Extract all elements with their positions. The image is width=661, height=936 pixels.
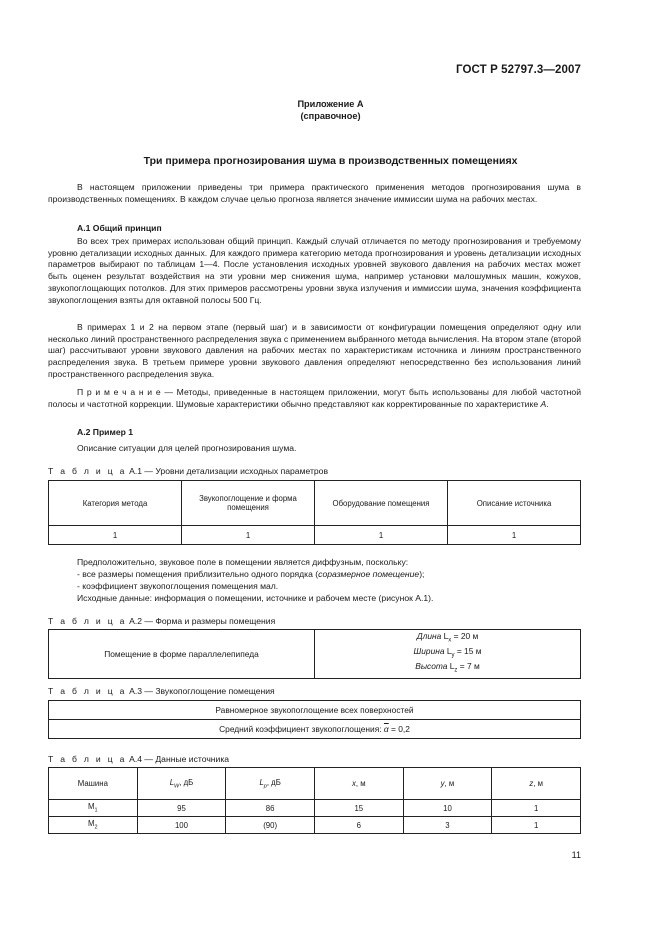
table-header-cell: x, м — [314, 768, 403, 800]
note-label: П р и м е ч а н и е — [77, 387, 161, 397]
room-length: Длина $L_x = 20$ м — [416, 631, 479, 644]
intro-paragraph: В настоящем приложении приведены три примера практического применения методов прогнозирования шума в производственных помещениях. В каждом случае целью прогноза является значение иммиссии шума на рабочих местах. — [48, 182, 581, 204]
table-header-cell: Машина — [49, 768, 138, 800]
table-a3-caption: Т а б л и ц а А.3 — Звукопоглощение помещения — [48, 686, 275, 696]
table-header-cell: Описание источника — [448, 481, 581, 526]
table-header-cell: $L_p$, дБ — [226, 768, 315, 800]
table-a4 — [48, 767, 581, 834]
mean-absorption-coefficient: Средний коэффициент звукопоглощения: $\overline{\alpha} = 0,2$ — [49, 720, 581, 739]
table-cell: 1 — [492, 817, 581, 834]
room-width: Ширина $L_y = 15$ м — [413, 646, 482, 659]
table-header-cell: Оборудование помещения — [315, 481, 448, 526]
section-a2-heading: А.2 Пример 1 — [77, 427, 134, 437]
table-cell: 1 — [315, 526, 448, 545]
table-cell: 10 — [403, 800, 492, 817]
table-a1-caption: Т а б л и ц а А.1 — Уровни детализации исходных параметров — [48, 466, 329, 476]
table-cell: 95 — [137, 800, 226, 817]
table-a1 — [48, 480, 581, 545]
table-header-cell: Звукопоглощение и форма помещения — [182, 481, 315, 526]
table-cell: 6 — [314, 817, 403, 834]
table-cell: 100 — [137, 817, 226, 834]
page-number: 11 — [571, 850, 581, 860]
section-a1-heading: А.1 Общий принцип — [77, 223, 162, 233]
table-cell: $M_2$ — [49, 817, 138, 834]
table-cell: 1 — [182, 526, 315, 545]
table-cell: $M_1$ — [49, 800, 138, 817]
table-a2-caption: Т а б л и ц а А.2 — Форма и размеры помещения — [48, 616, 276, 626]
assumption-lead: Предположительно, звуковое поле в помещении является диффузным, поскольку: — [77, 557, 409, 567]
main-title: Три примера прогнозирования шума в производственных помещениях — [143, 155, 518, 167]
source-data-line: Исходные данные: информация о помещении, источнике и рабочем месте (рисунок А.1). — [77, 593, 434, 603]
table-cell: 15 — [314, 800, 403, 817]
table-row — [49, 800, 581, 817]
note-text: — Методы, приведенные в настоящем приложении, могут быть использованы для любой частотной полосы и частотной коррекции. Шумовые характеристики обычно представляют как корректированные по характеристике — [48, 387, 582, 409]
table-cell: 3 — [403, 817, 492, 834]
document-code: ГОСТ Р 52797.3—2007 — [456, 64, 581, 76]
room-height: Высота $L_z = 7$ м — [415, 661, 480, 675]
table-a3 — [48, 700, 581, 739]
table-row — [49, 817, 581, 834]
table-cell: 1 — [448, 526, 581, 545]
assumption-item-1: - все размеры помещения приблизительно одного порядка (соразмерное помещение); — [77, 569, 425, 579]
room-shape-cell: Помещение в форме параллелепипеда — [49, 630, 315, 679]
table-header-cell: z, м — [492, 768, 581, 800]
section-a1-paragraph-2: В примерах 1 и 2 на первом этапе (первый шаг) и в зависимости от конфигурации помещения определяют одну или несколько линий пространственного распределения звука с применением выбранного метода вычисления. На втором этапе (второй шаг) рассчитывают уровни звукового давления на рабочих местах по характеристикам источника и линиям пространственного распределения звука. В третьем примере уровни звукового давления определяют непосредственно без использования линий пространственного распределения звука. — [48, 322, 581, 379]
room-dimensions-cell — [315, 630, 581, 679]
assumption-item-2: - коэффициент звукопоглощения помещения мал. — [77, 581, 279, 591]
table-cell: 1 — [492, 800, 581, 817]
table-cell: 86 — [226, 800, 315, 817]
table-cell: 1 — [49, 526, 182, 545]
annex-subtitle: (справочное) — [300, 111, 361, 121]
table-a4-caption: Т а б л и ц а А.4 — Данные источника — [48, 754, 230, 764]
section-a1-paragraph-1: Во всех трех примерах использован общий принцип. Каждый случай отличается по методу прогнозирования и требуемому уровню детализации исходных данных. Для каждого примера категорию метода прогнозирования и уровень детализации исходных параметров выбирают по таблицам 1—4. После установления исходных уровней звукового давления на рабочих местах может быть оценен результат воздействия на эти уровни мер снижения шума, например установки малошумных машин, кожухов, звукопоглощающих потолков. Для этих примеров рассмотрены уровни звука излучения и иммиссии шума, значения коэффициента звукопоглощения взяты для октавной полосы 500 Гц. — [48, 236, 581, 305]
section-a2-paragraph: Описание ситуации для целей прогнозирования шума. — [77, 443, 297, 453]
absorption-description: Равномерное звукопоглощение всех поверхностей — [49, 701, 581, 720]
note-paragraph: П р и м е ч а н и е — Методы, приведенные в настоящем приложении, могут быть использованы для любой частотной полосы и частотной коррекции. Шумовые характеристики обычно представляют как корректированные по характеристике A. — [48, 387, 582, 409]
table-a2 — [48, 629, 581, 679]
table-cell: (90) — [226, 817, 315, 834]
note-letter: A — [540, 398, 547, 409]
annex-label — [0, 98, 661, 122]
annex-title: Приложение А — [297, 99, 364, 109]
table-header-cell: y, м — [403, 768, 492, 800]
table-header-cell: $L_W$, дБ — [137, 768, 226, 800]
table-header-cell: Категория метода — [49, 481, 182, 526]
